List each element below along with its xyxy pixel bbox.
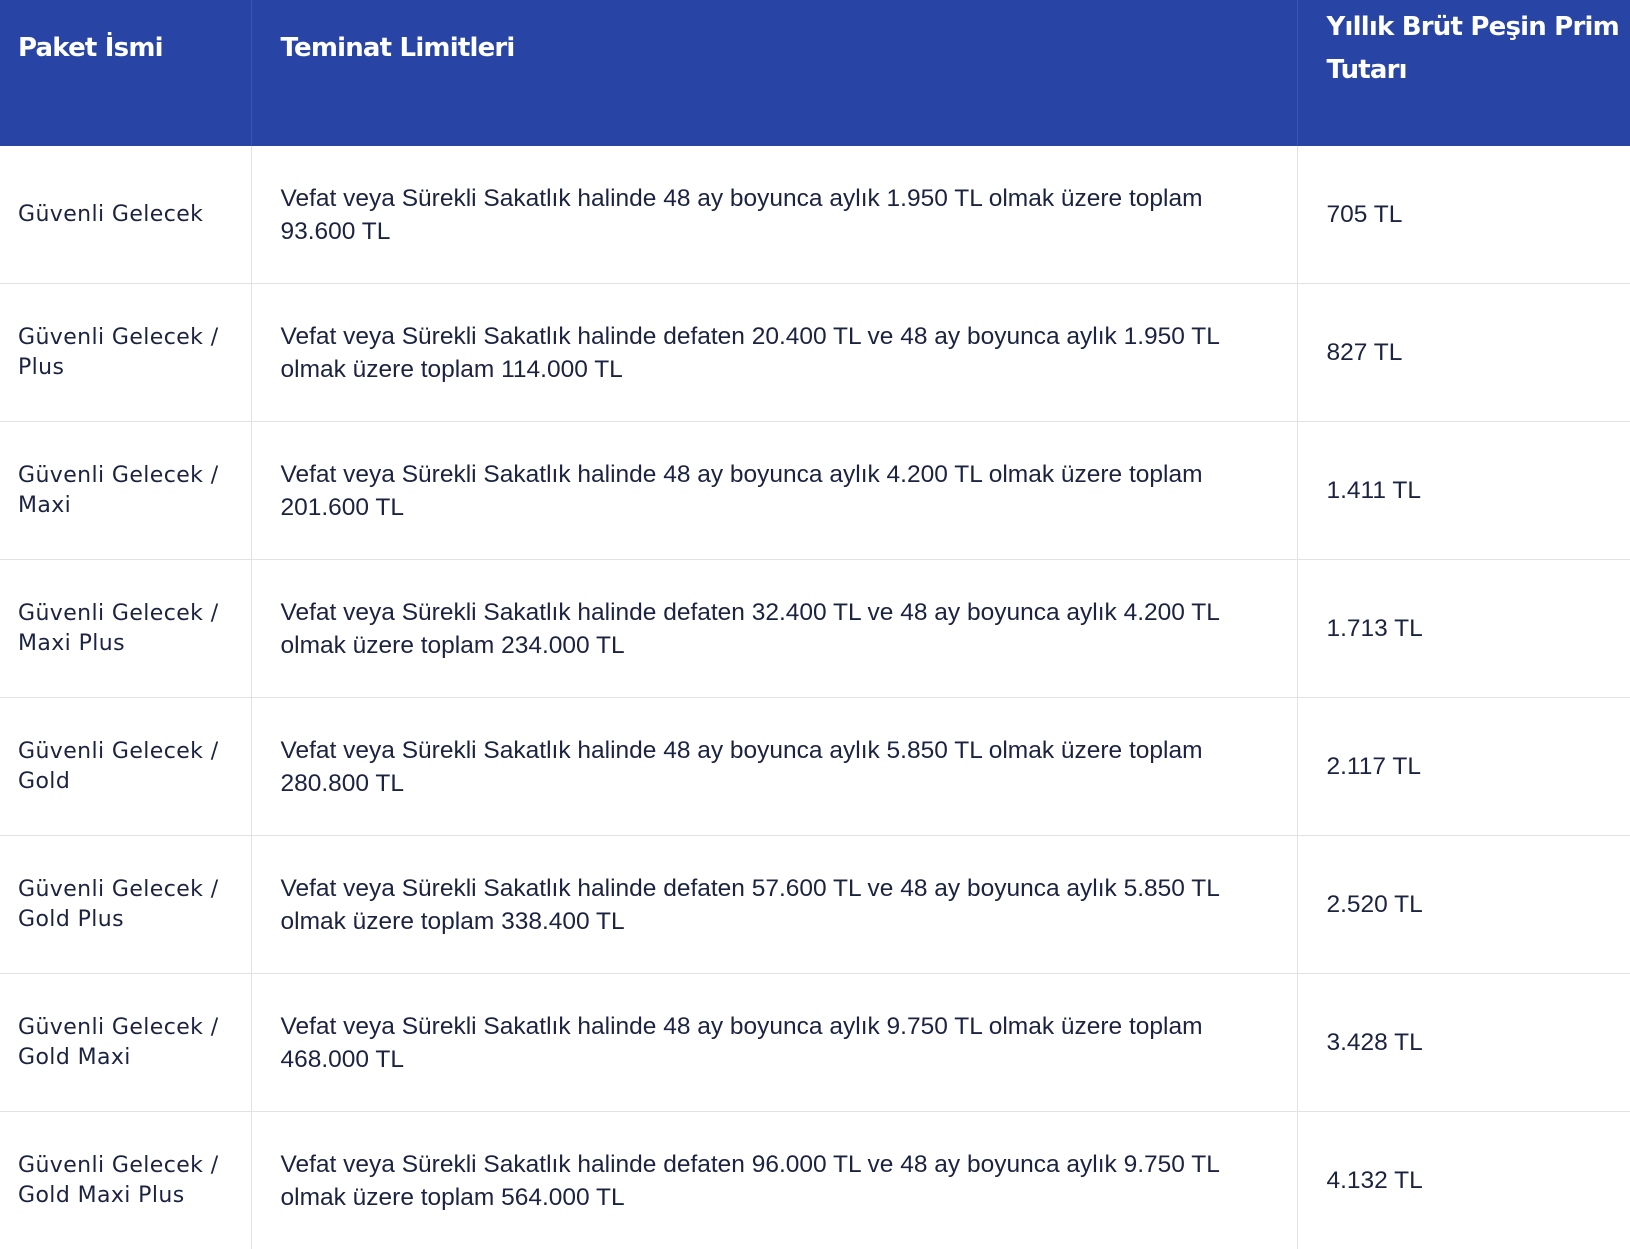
annual-premium-cell: 827 TL bbox=[1297, 284, 1630, 422]
annual-premium-cell: 705 TL bbox=[1297, 146, 1630, 284]
package-name-cell: Güvenli Gelecek / Maxi bbox=[0, 422, 251, 560]
annual-premium-cell: 2.117 TL bbox=[1297, 698, 1630, 836]
package-name-cell: Güvenli Gelecek / Gold Plus bbox=[0, 836, 251, 974]
coverage-limits-cell: Vefat veya Sürekli Sakatlık halinde defaten 96.000 TL ve 48 ay boyunca aylık 9.750 TL olmak üzere toplam 564.000 TL bbox=[251, 1112, 1297, 1249]
header-annual-premium bbox=[1297, 0, 1630, 146]
coverage-limits-cell: Vefat veya Sürekli Sakatlık halinde 48 ay boyunca aylık 4.200 TL olmak üzere toplam 201.600 TL bbox=[251, 422, 1297, 560]
package-name-cell: Güvenli Gelecek / Plus bbox=[0, 284, 251, 422]
header-package-name-label: Paket İsmi bbox=[0, 0, 251, 70]
table-row bbox=[0, 284, 1630, 422]
table-body bbox=[0, 146, 1630, 1249]
table-row bbox=[0, 422, 1630, 560]
annual-premium-cell: 2.520 TL bbox=[1297, 836, 1630, 974]
package-name-cell: Güvenli Gelecek / Maxi Plus bbox=[0, 560, 251, 698]
table-row bbox=[0, 146, 1630, 284]
table-row bbox=[0, 836, 1630, 974]
table-row bbox=[0, 560, 1630, 698]
annual-premium-cell: 1.713 TL bbox=[1297, 560, 1630, 698]
table-row bbox=[0, 698, 1630, 836]
header-package-name bbox=[0, 0, 251, 146]
package-name-cell: Güvenli Gelecek bbox=[0, 146, 251, 284]
coverage-limits-cell: Vefat veya Sürekli Sakatlık halinde 48 ay boyunca aylık 9.750 TL olmak üzere toplam 468.000 TL bbox=[251, 974, 1297, 1112]
package-name-cell: Güvenli Gelecek / Gold bbox=[0, 698, 251, 836]
table-header bbox=[0, 0, 1630, 146]
coverage-limits-cell: Vefat veya Sürekli Sakatlık halinde defaten 32.400 TL ve 48 ay boyunca aylık 4.200 TL olmak üzere toplam 234.000 TL bbox=[251, 560, 1297, 698]
header-coverage-limits-label: Teminat Limitleri bbox=[252, 0, 1297, 70]
header-row bbox=[0, 0, 1630, 146]
annual-premium-cell: 3.428 TL bbox=[1297, 974, 1630, 1112]
header-coverage-limits bbox=[251, 0, 1297, 146]
annual-premium-cell: 4.132 TL bbox=[1297, 1112, 1630, 1249]
annual-premium-cell: 1.411 TL bbox=[1297, 422, 1630, 560]
coverage-limits-cell: Vefat veya Sürekli Sakatlık halinde 48 ay boyunca aylık 5.850 TL olmak üzere toplam 280.800 TL bbox=[251, 698, 1297, 836]
coverage-limits-cell: Vefat veya Sürekli Sakatlık halinde 48 ay boyunca aylık 1.950 TL olmak üzere toplam 93.600 TL bbox=[251, 146, 1297, 284]
table-row bbox=[0, 1112, 1630, 1249]
coverage-limits-cell: Vefat veya Sürekli Sakatlık halinde defaten 57.600 TL ve 48 ay boyunca aylık 5.850 TL olmak üzere toplam 338.400 TL bbox=[251, 836, 1297, 974]
coverage-limits-cell: Vefat veya Sürekli Sakatlık halinde defaten 20.400 TL ve 48 ay boyunca aylık 1.950 TL olmak üzere toplam 114.000 TL bbox=[251, 284, 1297, 422]
table-row bbox=[0, 974, 1630, 1112]
header-annual-premium-label: Yıllık Brüt Peşin Prim Tutarı bbox=[1298, 0, 1630, 92]
package-name-cell: Güvenli Gelecek / Gold Maxi Plus bbox=[0, 1112, 251, 1249]
package-name-cell: Güvenli Gelecek / Gold Maxi bbox=[0, 974, 251, 1112]
